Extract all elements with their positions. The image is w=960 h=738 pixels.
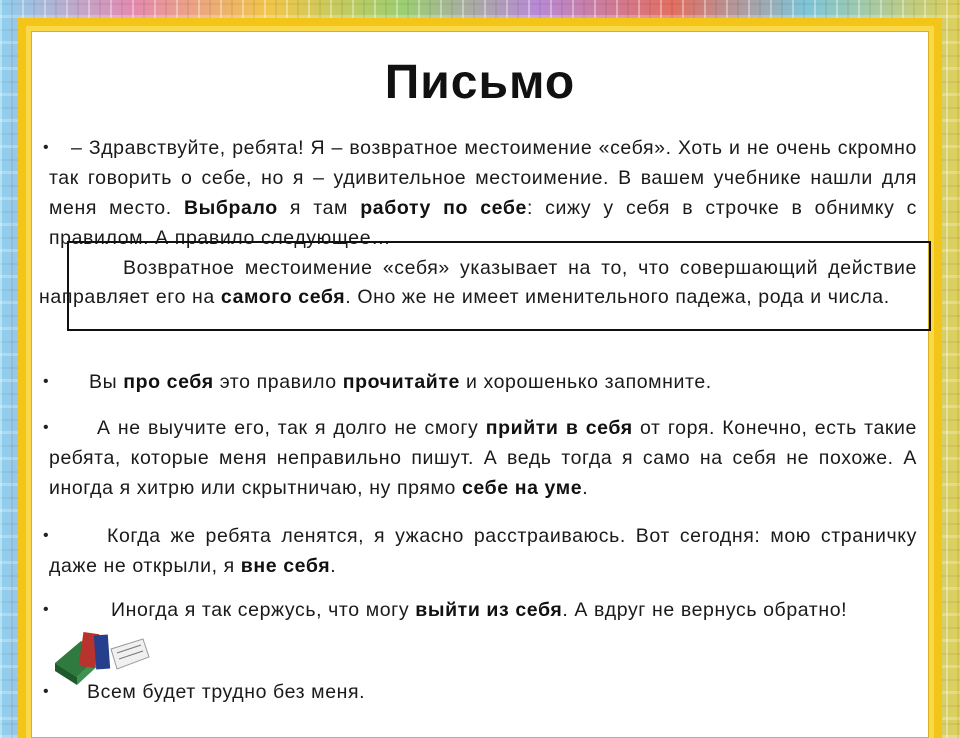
text-run: я там — [277, 197, 361, 219]
text-run: и хорошенько запомните. — [459, 371, 712, 393]
text-run: – Здравствуйте, ребята! Я – возвратное местоимение «себя». Хоть и не очень скромно так говорить о себе, но я – удивительное местоимение. В вашем учебнике нашли для меня место. — [49, 137, 917, 219]
text-run: Когда же ребята ленятся, я ужасно расстраиваюсь. Вот сегодня: мою страничку даже не открыли, я — [49, 525, 917, 577]
bold-text: самого себя — [220, 286, 346, 308]
text-run: : сижу у себя в строчке в обнимку с правилом. А правило следующее… — [49, 197, 917, 249]
bullet-marker: • — [43, 139, 50, 156]
text-run: . А вдруг не вернусь обратно! — [562, 599, 848, 621]
paragraph-learn-it — [43, 413, 917, 503]
bold-text: себе на уме — [461, 477, 583, 499]
slide-page — [31, 31, 929, 738]
bullet-marker: • — [43, 373, 50, 390]
text-run: А не выучите его, так я долго не смогу — [97, 417, 486, 439]
text-run: от горя. Конечно, есть такие ребята, которые меня неправильно пишут. А ведь тогда я само на себя не похоже. А иногда я хитрю или скрытничаю, ну прямо — [49, 417, 917, 499]
text-run: это правило — [213, 371, 343, 393]
text-run: . — [330, 555, 337, 577]
bold-text: вне себя — [240, 555, 331, 577]
paragraph-greeting — [43, 133, 917, 253]
rule-text — [39, 254, 917, 312]
text-run: . Оно же не имеет именительного падежа, рода и числа. — [345, 286, 890, 308]
bold-text: прочитайте — [342, 371, 460, 393]
text-run: Всем будет трудно без меня. — [87, 681, 366, 703]
bold-text: работу по себе — [360, 197, 527, 219]
paragraph-upset — [43, 521, 917, 581]
text-run: Иногда я так сержусь, что могу — [111, 599, 416, 621]
books-icon — [51, 623, 151, 693]
bold-text: про себя — [123, 371, 214, 393]
paragraph-angry — [43, 595, 917, 625]
page-title: Письмо — [384, 56, 576, 109]
paragraph-hard-without-me — [43, 677, 917, 707]
bullet-marker: • — [43, 601, 50, 618]
bold-text: прийти в себя — [485, 417, 633, 439]
text-run: . — [582, 477, 589, 499]
bullet-marker: • — [43, 527, 50, 544]
text-run: Вы — [89, 371, 124, 393]
bold-text: Выбрало — [183, 197, 278, 219]
bold-text: выйти из себя — [415, 599, 563, 621]
slide-frame — [18, 18, 942, 738]
bullet-marker: • — [43, 683, 50, 700]
text-run: Возвратное местоимение «себя» указывает на то, что совершающий действие направляет его на — [39, 257, 917, 308]
bullet-marker: • — [43, 419, 50, 436]
paragraph-read-rule — [43, 367, 917, 397]
